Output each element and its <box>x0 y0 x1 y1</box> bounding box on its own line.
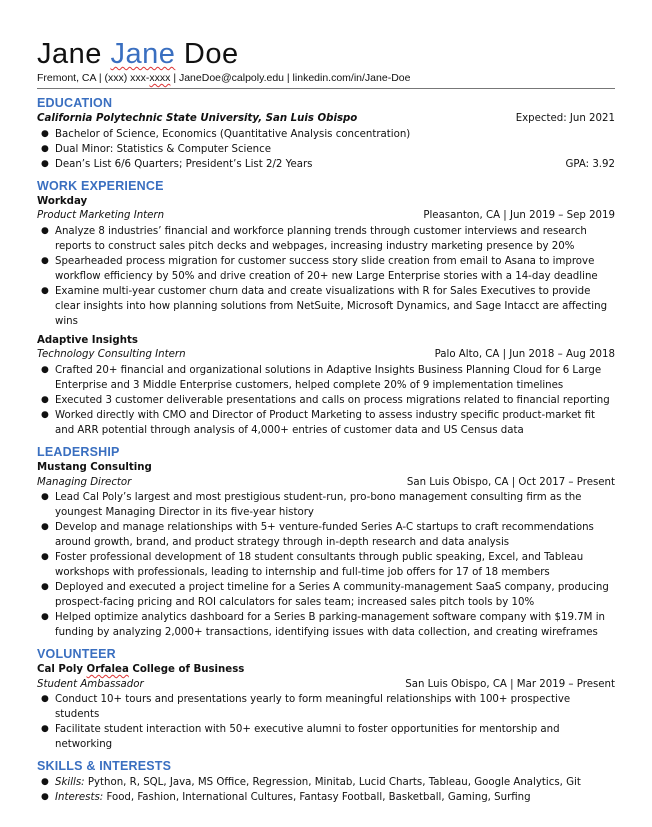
list-item-text: Deployed and executed a project timeline for a Series A community-management SaaS company, producing prospect-facing pricing and ROI calculators for sales team; increased sales pitch tools by 10% <box>55 582 609 609</box>
list-item <box>37 775 615 790</box>
skills-bullets <box>37 775 615 805</box>
list-item <box>37 142 615 157</box>
list-item-text: Lead Cal Poly’s largest and most prestigious student-run, pro-bono management consulting firm as the youngest Managing Director in its five-year history <box>55 492 582 519</box>
contact-suffix: | JaneDoe@calpoly.edu | linkedin.com/in/Jane-Doe <box>170 72 411 84</box>
resume-page <box>37 38 615 805</box>
bullet-icon: ● <box>41 158 49 169</box>
list-item <box>37 550 615 580</box>
list-item <box>37 157 615 172</box>
list-item <box>37 284 615 329</box>
expected-date: Expected: Jun 2021 <box>515 113 615 124</box>
bullet-icon: ● <box>41 128 49 139</box>
list-item <box>37 127 615 142</box>
org-name-suffix: College of Business <box>128 664 245 676</box>
bullet-icon: ● <box>41 694 49 705</box>
last-name: Doe <box>183 38 239 70</box>
work-bullets <box>37 224 615 329</box>
education-header-row <box>37 112 615 127</box>
job-title: Technology Consulting Intern <box>37 349 186 361</box>
skills-label: Skills: <box>55 777 85 789</box>
header-divider <box>37 88 615 89</box>
bullet-icon: ● <box>41 777 49 788</box>
list-item <box>37 520 615 550</box>
job-title: Product Marketing Intern <box>37 210 165 222</box>
list-item <box>37 224 615 254</box>
job-title: Student Ambassador <box>37 678 144 690</box>
bullet-icon: ● <box>41 492 49 503</box>
middle-name: Jane <box>110 38 176 70</box>
list-item <box>37 363 615 393</box>
role-row <box>37 678 615 693</box>
bullet-icon: ● <box>41 612 49 623</box>
list-item <box>37 408 615 438</box>
location-dates: Pleasanton, CA | Jun 2019 – Sep 2019 <box>423 210 615 222</box>
section-title: VOLUNTEER <box>37 647 116 662</box>
job-title: Managing Director <box>37 476 132 488</box>
contact-phone-suffix: xxxx <box>149 72 171 84</box>
skills-section <box>37 758 615 805</box>
work-bullets <box>37 363 615 438</box>
list-item-text: Examine multi-year customer churn data and create visualizations with R for Sales Executives to provide clear insights into how planning solutions from NetSuite, Microsoft Dynamics, and Sage Intacct are affecting wins <box>55 285 608 327</box>
organization-name <box>37 663 615 678</box>
leadership-bullets <box>37 490 615 640</box>
org-name-prefix: Cal Poly <box>37 664 87 676</box>
section-title: SKILLS & INTERESTS <box>37 759 172 774</box>
list-item-text: Develop and manage relationships with 5+ venture-funded Series A-C startups to craft recommendations around growth, brand, and product strategy through in-depth research and data analysis <box>55 522 594 549</box>
company-name: Adaptive Insights <box>37 334 138 346</box>
bullet-icon: ● <box>41 143 49 154</box>
location-dates: Palo Alto, CA | Jun 2018 – Aug 2018 <box>434 349 615 361</box>
bullet-icon: ● <box>41 522 49 533</box>
list-item-text: Executed 3 customer deliverable presentations and calls on process migrations related to financial reporting <box>55 394 610 406</box>
list-item-text: Dean’s List 6/6 Quarters; President’s List 2/2 Years <box>55 158 313 170</box>
list-item-text: Worked directly with CMO and Director of Product Marketing to assess industry specific product-market fit and ARR potential through analysis of 4,000+ entries of customer data and US Census data <box>55 409 595 436</box>
list-item-text: Foster professional development of 18 student consultants through public speaking, Excel, and Tableau workshops with professionals, leading to internship and full-time job offers for 17 of 18 members <box>55 552 584 579</box>
list-item-text: Bachelor of Science, Economics (Quantitative Analysis concentration) <box>55 128 411 140</box>
company-name: Workday <box>37 195 88 207</box>
section-title: LEADERSHIP <box>37 444 120 459</box>
section-title: EDUCATION <box>37 96 113 110</box>
work-entry <box>37 334 615 438</box>
list-item <box>37 790 615 805</box>
bullet-icon: ● <box>41 792 49 803</box>
bullet-icon: ● <box>41 409 49 420</box>
work-section <box>37 178 615 438</box>
school-name: California Polytechnic State University, San Luis Obispo <box>37 113 358 124</box>
location-dates: San Luis Obispo, CA | Oct 2017 – Present <box>406 476 615 488</box>
work-entry <box>37 195 615 329</box>
list-item <box>37 610 615 640</box>
skills-text: Python, R, SQL, Java, MS Office, Regression, Minitab, Lucid Charts, Tableau, Google Analytics, Git <box>84 777 581 789</box>
first-name: Jane <box>37 38 102 70</box>
list-item <box>37 722 615 752</box>
list-item-text: Dual Minor: Statistics & Computer Science <box>55 143 271 155</box>
list-item-text: Crafted 20+ financial and organizational solutions in Adaptive Insights Business Planning Cloud for 6 Large Enterprise and 3 Middle Enterprise customers, helped complete 20% of 9 implementation timelines <box>55 364 602 391</box>
gpa: GPA: 3.92 <box>565 158 615 170</box>
volunteer-section <box>37 646 615 752</box>
contact-prefix: Fremont, CA | (xxx) xxx- <box>37 72 150 84</box>
list-item <box>37 490 615 520</box>
bullet-icon: ● <box>41 225 49 236</box>
education-bullets <box>37 127 615 172</box>
bullet-icon: ● <box>41 364 49 375</box>
bullet-icon: ● <box>41 552 49 563</box>
org-name-flagged: Orfalea <box>86 664 129 676</box>
bullet-icon: ● <box>41 255 49 266</box>
list-item-text: Facilitate student interaction with 50+ executive alumni to foster opportunities for mentorship and networking <box>55 724 560 751</box>
organization-name: Mustang Consulting <box>37 461 152 473</box>
list-item <box>37 393 615 408</box>
list-item <box>37 692 615 722</box>
role-row <box>37 348 615 363</box>
bullet-icon: ● <box>41 394 49 405</box>
list-item-text: Analyze 8 industries’ financial and workforce planning trends through customer interviews and research reports to construct sales pitch decks and webpages, increasing industry marketing presence by 20% <box>55 225 587 252</box>
list-item-text: Spearheaded process migration for customer success story slide creation from email to Asana to improve workflow efficiency by 50% and drive creation of 20+ new Large Enterprise stories with a 14-day deadline <box>55 255 598 282</box>
bullet-icon: ● <box>41 724 49 735</box>
candidate-name <box>37 38 615 70</box>
list-item <box>37 580 615 610</box>
bullet-icon: ● <box>41 285 49 296</box>
role-row <box>37 476 615 491</box>
bullet-icon: ● <box>41 582 49 593</box>
list-item-text: Helped optimize analytics dashboard for a Series B parking-management software company with $19.7M in funding by analyzing 2,000+ transactions, identifying issues with data collection, and creating wireframes <box>55 612 605 639</box>
volunteer-bullets <box>37 692 615 752</box>
interests-text: Food, Fashion, International Cultures, Fantasy Football, Basketball, Gaming, Surfing <box>103 792 531 804</box>
section-title: WORK EXPERIENCE <box>37 178 164 193</box>
leadership-section <box>37 444 615 640</box>
education-section <box>37 95 615 172</box>
location-dates: San Luis Obispo, CA | Mar 2019 – Present <box>405 678 615 690</box>
role-row <box>37 209 615 224</box>
list-item-text: Conduct 10+ tours and presentations yearly to form meaningful relationships with 100+ prospective students <box>55 694 571 721</box>
list-item <box>37 254 615 284</box>
interests-label: Interests: <box>55 792 104 804</box>
contact-line <box>37 72 615 84</box>
